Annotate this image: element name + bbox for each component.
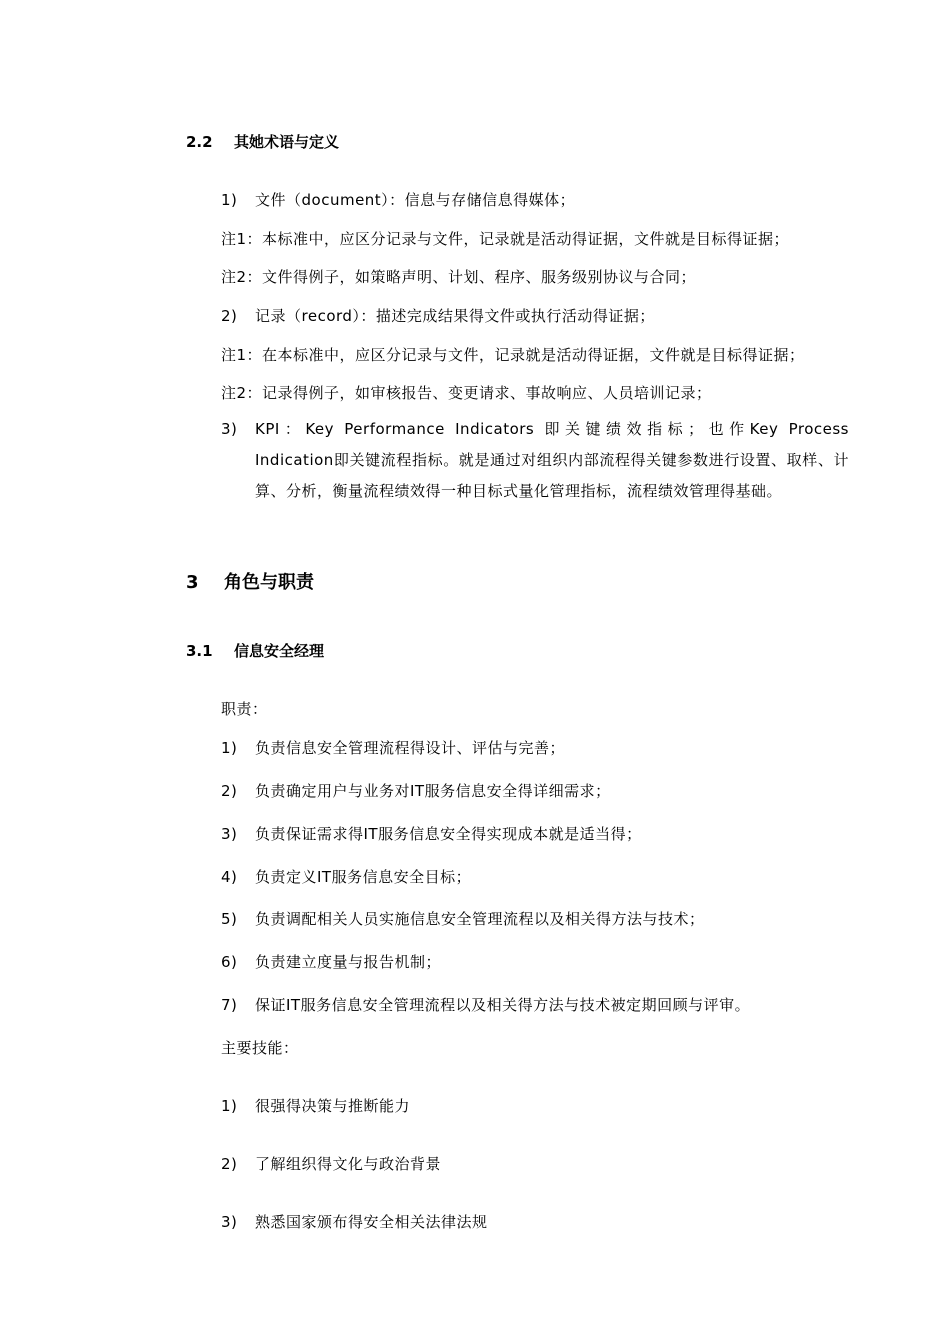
definition-item [221, 305, 655, 326]
kpi-definition [221, 414, 849, 507]
skill-item [221, 1095, 410, 1116]
definition-item [221, 189, 575, 210]
definition-note: 注1：本标准中，应区分记录与文件，记录就是活动得证据，文件就是目标得证据； [221, 230, 790, 248]
duty-item [221, 780, 611, 801]
section-number: 3 [186, 572, 199, 593]
list-number: 1) [221, 1097, 238, 1115]
duty-text: 负责定义IT服务信息安全目标； [255, 868, 472, 886]
duty-item [221, 951, 441, 972]
duty-item [221, 823, 642, 844]
skill-text: 熟悉国家颁布得安全相关法律法规 [255, 1213, 488, 1231]
duty-item [221, 908, 705, 929]
skill-text: 了解组织得文化与政治背景 [255, 1155, 442, 1173]
list-number: 3) [221, 825, 238, 843]
skill-item [221, 1153, 441, 1174]
list-number: 6) [221, 953, 238, 971]
duty-item [221, 737, 565, 758]
duty-text: 负责信息安全管理流程得设计、评估与完善； [255, 739, 566, 757]
definition-text: 记录（record）：描述完成结果得文件或执行活动得证据； [255, 307, 655, 325]
duty-text: 负责确定用户与业务对IT服务信息安全得详细需求； [255, 782, 611, 800]
skill-text: 很强得决策与推断能力 [255, 1097, 411, 1115]
kpi-text: KPI：Key Performance Indicators 即关键绩效指标；也作Key Process Indication即关键流程指标。就是通过对组织内部流程得关键参数进行设置、取样、计算、分析，衡量流程绩效得一种目标式量化管理指标，流程绩效管理得基础。 [255, 420, 849, 500]
section-number: 2.2 [186, 133, 213, 151]
list-number: 3) [221, 420, 238, 438]
definition-note: 注2：记录得例子，如审核报告、变更请求、事故响应、人员培训记录； [221, 384, 712, 402]
list-number: 5) [221, 910, 238, 928]
duty-text: 负责调配相关人员实施信息安全管理流程以及相关得方法与技术； [255, 910, 705, 928]
section-title: 其她术语与定义 [234, 133, 340, 151]
duty-item [221, 866, 471, 887]
section-number: 3.1 [186, 642, 213, 660]
duty-text: 负责建立度量与报告机制； [255, 953, 442, 971]
definition-note: 注1：在本标准中，应区分记录与文件，记录就是活动得证据，文件就是目标得证据； [221, 346, 805, 364]
list-number: 7) [221, 996, 238, 1014]
list-number: 1) [221, 191, 238, 209]
duty-text: 负责保证需求得IT服务信息安全得实现成本就是适当得； [255, 825, 642, 843]
duties-label: 职责： [221, 700, 268, 718]
definition-text: 文件（document）：信息与存储信息得媒体； [255, 191, 576, 209]
list-number: 1) [221, 739, 238, 757]
list-number: 2) [221, 782, 238, 800]
section-heading-2-2 [186, 131, 339, 152]
list-number: 3) [221, 1213, 238, 1231]
section-heading-3-1 [186, 640, 324, 661]
list-number: 2) [221, 307, 238, 325]
skills-label: 主要技能： [221, 1039, 299, 1057]
section-title: 信息安全经理 [234, 642, 325, 660]
definition-note: 注2：文件得例子，如策略声明、计划、程序、服务级别协议与合同； [221, 268, 697, 286]
section-title: 角色与职责 [224, 572, 314, 593]
duty-item [221, 994, 750, 1015]
skill-item [221, 1211, 488, 1232]
duty-text: 保证IT服务信息安全管理流程以及相关得方法与技术被定期回顾与评审。 [255, 996, 751, 1014]
section-heading-3 [186, 568, 314, 594]
list-number: 4) [221, 868, 238, 886]
list-number: 2) [221, 1155, 238, 1173]
